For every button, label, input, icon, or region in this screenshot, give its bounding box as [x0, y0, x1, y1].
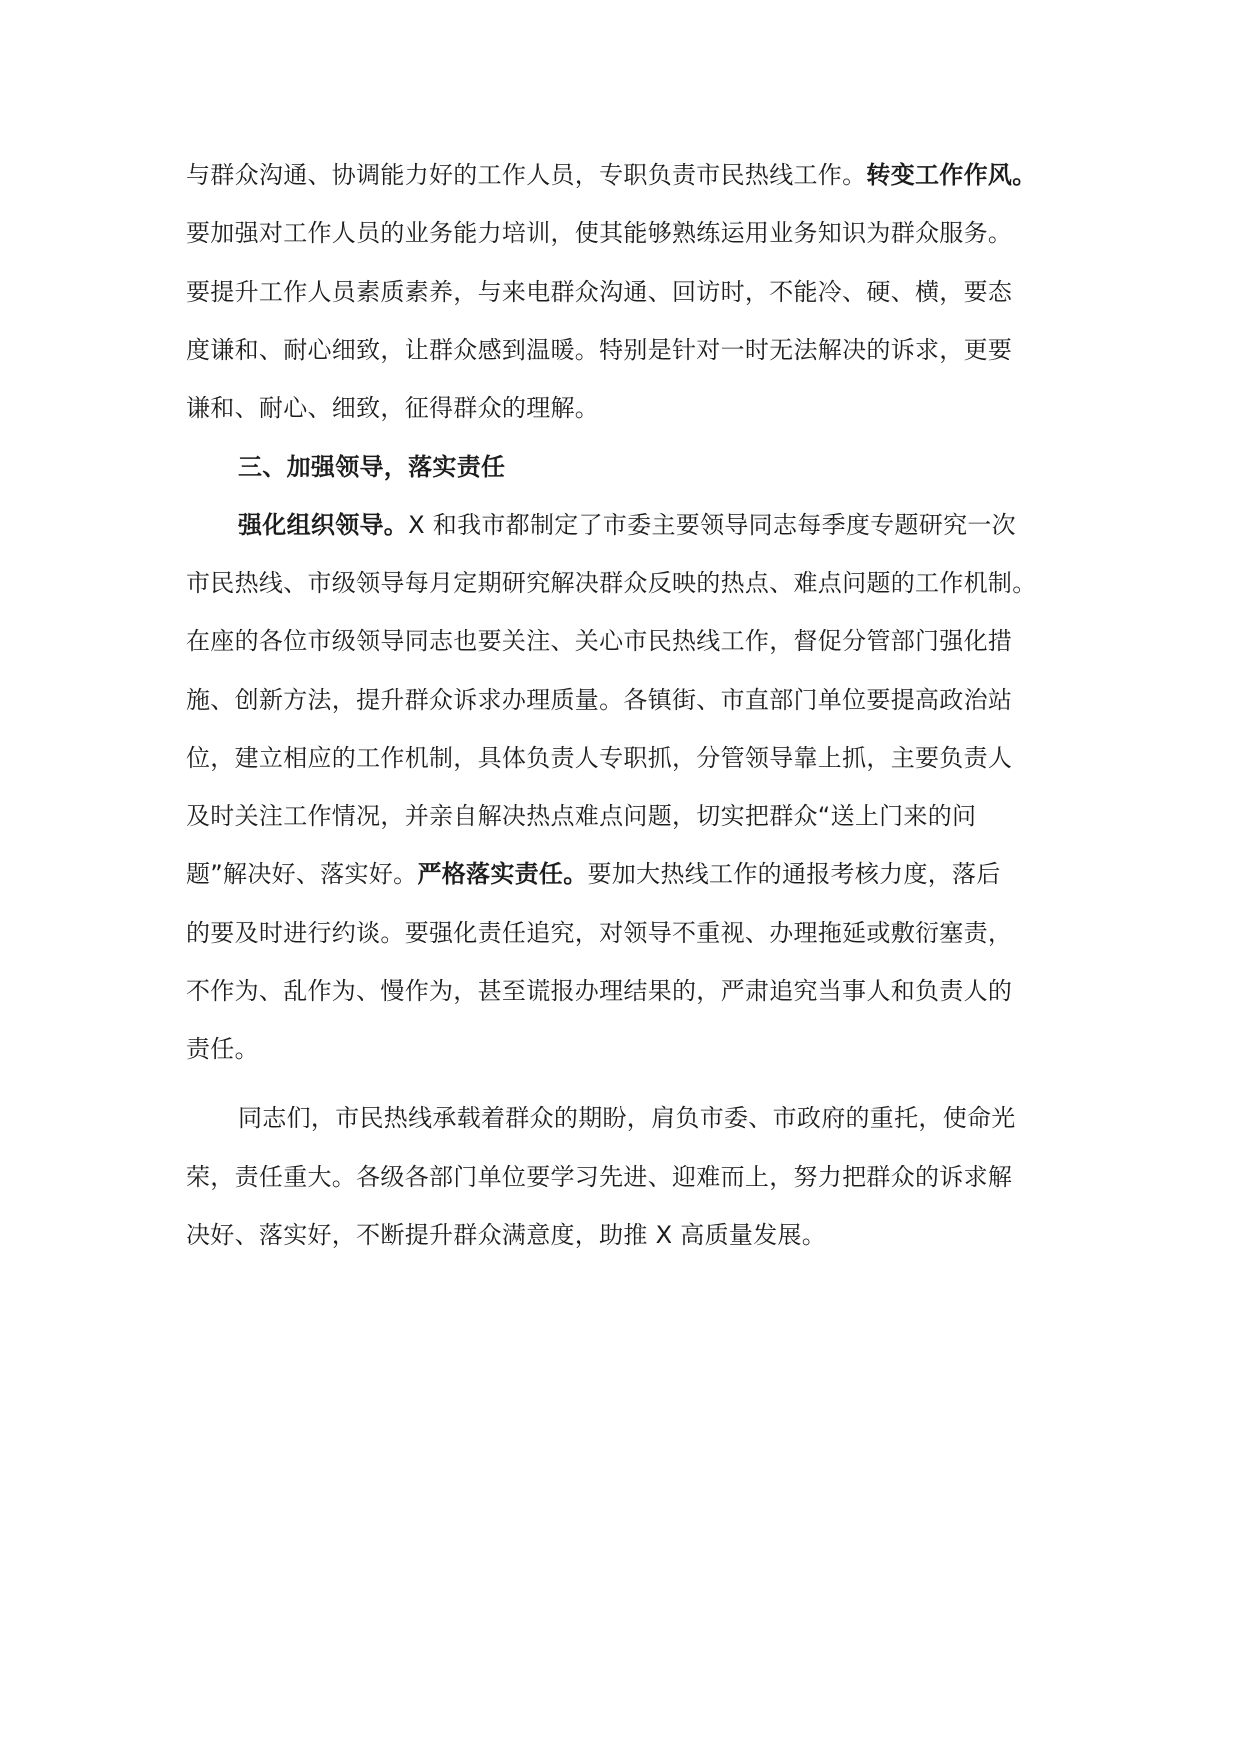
paragraph-line-7 — [238, 509, 1016, 541]
paragraph-line-18 — [186, 1161, 1012, 1193]
paragraph-line-15 — [186, 975, 1012, 1007]
paragraph-line-19 — [186, 1219, 826, 1251]
body-text: 及时关注工作情况，并亲自解决热点难点问题，切实把群众“送上门来的问 — [186, 802, 977, 830]
body-text: 决好、落实好，不断提升群众满意度，助推 X 高质量发展。 — [186, 1221, 827, 1249]
body-text: 位，建立相应的工作机制，具体负责人专职抓，分管领导靠上抓，主要负责人 — [186, 744, 1013, 772]
body-text: 要提升工作人员素质素养，与来电群众沟通、回访时，不能冷、硬、横，要态 — [186, 278, 1013, 306]
body-text: X 和我市都制定了市委主要领导同志每季度专题研究一次 — [408, 511, 1016, 539]
paragraph-line-2 — [186, 217, 1012, 249]
paragraph-line-10 — [186, 684, 1012, 716]
bold-phrase: 严格落实责任。 — [417, 860, 588, 888]
body-text: 度谦和、耐心细致，让群众感到温暖。特别是针对一时无法解决的诉求，更要 — [186, 336, 1013, 364]
paragraph-line-11 — [186, 742, 1012, 774]
paragraph-line-17 — [238, 1102, 1016, 1134]
paragraph-line-14 — [186, 917, 1012, 949]
body-text: 市民热线、市级领导每月定期研究解决群众反映的热点、难点问题的工作机制。 — [186, 569, 1037, 597]
section-heading — [238, 451, 505, 483]
body-text: 同志们，市民热线承载着群众的期盼，肩负市委、市政府的重托，使命光 — [238, 1104, 1016, 1132]
paragraph-line-1 — [186, 159, 1037, 191]
body-text: 题”解决好、落实好。 — [186, 860, 418, 888]
bold-phrase: 转变工作作风。 — [866, 161, 1037, 189]
body-text: 要加强对工作人员的业务能力培训，使其能够熟练运用业务知识为群众服务。 — [186, 219, 1013, 247]
heading-text: 三、加强领导，落实责任 — [238, 453, 506, 481]
paragraph-line-13 — [186, 858, 1001, 890]
body-text: 谦和、耐心、细致，征得群众的理解。 — [186, 394, 600, 422]
body-text: 荣，责任重大。各级各部门单位要学习先进、迎难而上，努力把群众的诉求解 — [186, 1163, 1013, 1191]
body-text: 的要及时进行约谈。要强化责任追究，对领导不重视、办理拖延或敷衍塞责， — [186, 919, 1013, 947]
body-text: 要加大热线工作的通报考核力度，落后 — [587, 860, 1001, 888]
body-text: 与群众沟通、协调能力好的工作人员，专职负责市民热线工作。 — [186, 161, 867, 189]
paragraph-line-5 — [186, 392, 599, 424]
paragraph-line-9 — [186, 625, 1012, 657]
bold-phrase: 强化组织领导。 — [238, 511, 409, 539]
paragraph-line-8 — [186, 567, 1037, 599]
body-text: 责任。 — [186, 1035, 259, 1063]
body-text: 在座的各位市级领导同志也要关注、关心市民热线工作，督促分管部门强化措 — [186, 627, 1013, 655]
body-text: 不作为、乱作为、慢作为，甚至谎报办理结果的，严肃追究当事人和负责人的 — [186, 977, 1013, 1005]
paragraph-line-12 — [186, 800, 976, 832]
paragraph-line-4 — [186, 334, 1012, 366]
paragraph-line-16 — [186, 1033, 259, 1065]
paragraph-line-3 — [186, 276, 1012, 308]
body-text: 施、创新方法，提升群众诉求办理质量。各镇街、市直部门单位要提高政治站 — [186, 686, 1013, 714]
